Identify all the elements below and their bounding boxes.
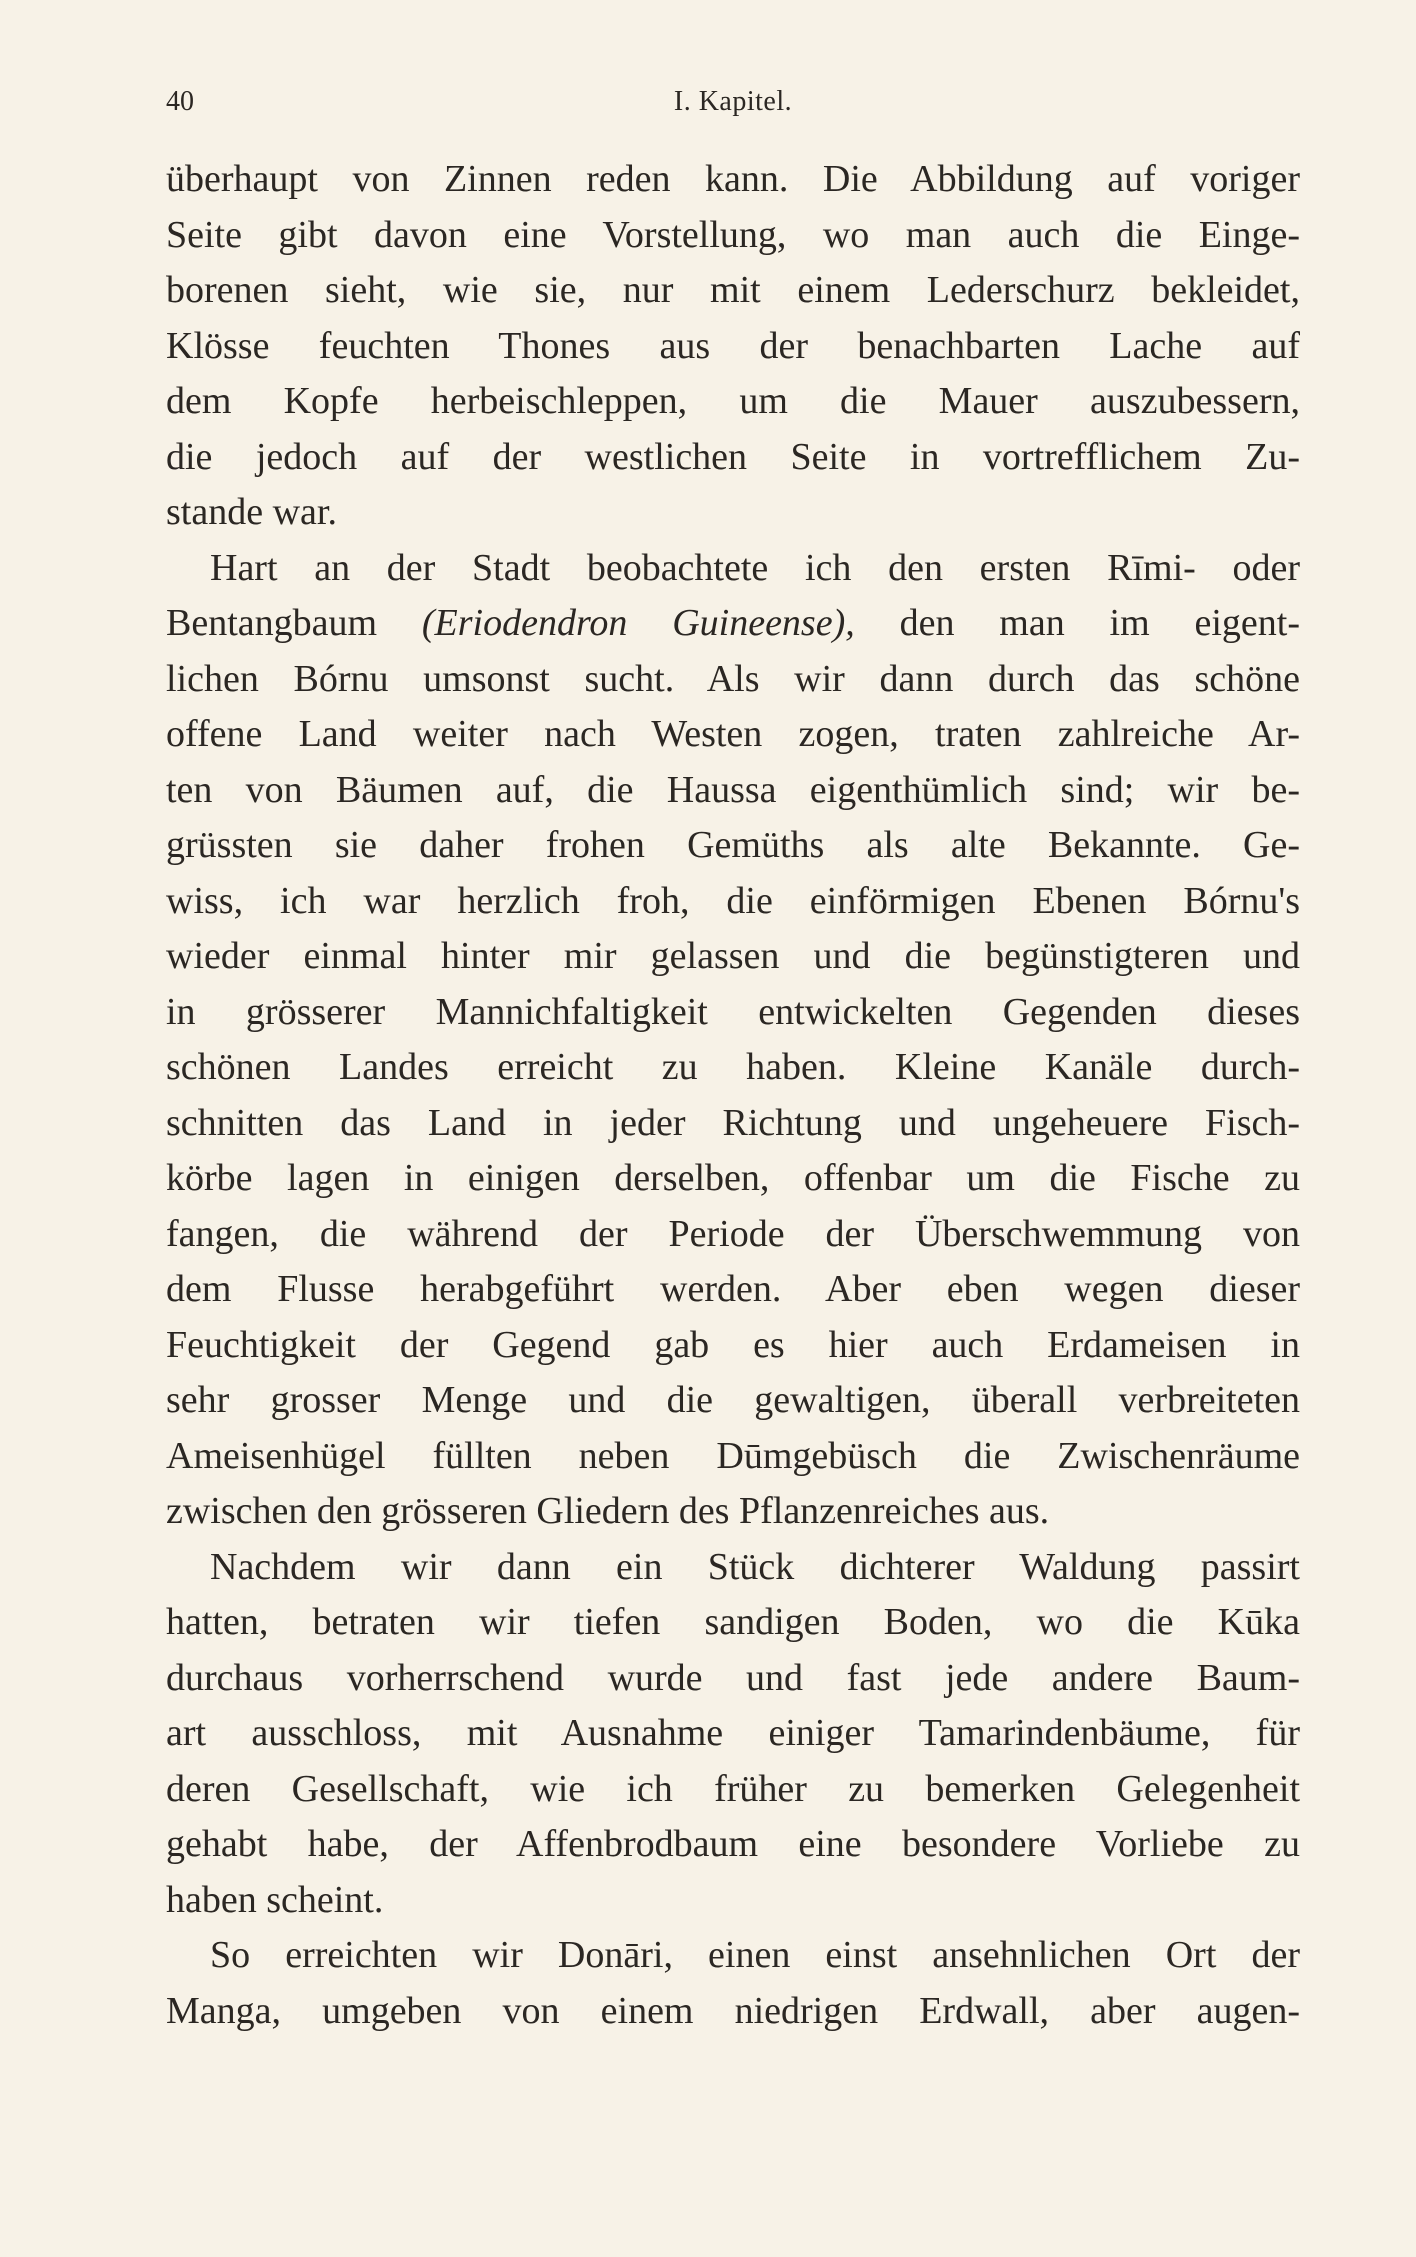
text-line: offene Land weiter nach Westen zogen, traten zahlreiche Ar- — [166, 713, 1300, 755]
page-number: 40 — [166, 86, 194, 117]
botanical-name: (Eriodendron Guineense), — [421, 602, 855, 644]
chapter-title: I. Kapitel. — [673, 86, 793, 117]
text-segment: den man im eigent- — [854, 602, 1300, 644]
text-line: lichen Bórnu umsonst sucht. Als wir dann durch das schöne — [166, 657, 1300, 700]
running-head — [166, 82, 1300, 122]
text-line: durchaus vorherrschend wurde und fast jede andere Baum- — [166, 1656, 1300, 1699]
text-line: Manga, umgeben von einem niedrigen Erdwall, aber augen- — [166, 1989, 1300, 2032]
text-line: So erreichten wir Donāri, einen einst ansehnlichen Ort der — [210, 1934, 1300, 1976]
text-line: fangen, die während der Periode der Überschwemmung von — [166, 1212, 1300, 1255]
text-line: Nachdem wir dann ein Stück dichterer Waldung passirt — [210, 1545, 1300, 1588]
text-line: zwischen den grösseren Gliedern des Pflanzenreiches aus. — [166, 1490, 1050, 1532]
text-line: Ameisenhügel füllten neben Dūmgebüsch die Zwischenräume — [166, 1434, 1300, 1477]
text-segment: Bentangbaum — [166, 602, 422, 644]
text-line: hatten, betraten wir tiefen sandigen Boden, wo die Kūka — [166, 1601, 1300, 1643]
text-line: Seite gibt davon eine Vorstellung, wo man auch die Einge- — [166, 213, 1300, 256]
text-line: sehr grosser Menge und die gewaltigen, überall verbreiteten — [166, 1379, 1300, 1421]
text-line: schönen Landes erreicht zu haben. Kleine Kanäle durch- — [166, 1046, 1300, 1088]
text-line: überhaupt von Zinnen reden kann. Die Abbildung auf voriger — [166, 158, 1300, 200]
text-line: art ausschloss, mit Ausnahme einiger Tamarindenbäume, für — [166, 1712, 1300, 1754]
text-line: deren Gesellschaft, wie ich früher zu bemerken Gelegenheit — [166, 1767, 1300, 1810]
text-line-with-italic — [166, 596, 1300, 652]
text-line: grüssten sie daher frohen Gemüths als alte Bekannte. Ge- — [166, 824, 1300, 866]
text-line: wieder einmal hinter mir gelassen und die begünstigteren und — [166, 935, 1300, 977]
text-line: schnitten das Land in jeder Richtung und ungeheuere Fisch- — [166, 1101, 1300, 1144]
text-line: in grösserer Mannichfaltigkeit entwickelten Gegenden dieses — [166, 990, 1300, 1033]
text-line: körbe lagen in einigen derselben, offenbar um die Fische zu — [166, 1157, 1300, 1199]
text-line: ten von Bäumen auf, die Haussa eigenthümlich sind; wir be- — [166, 768, 1300, 811]
text-line: gehabt habe, der Affenbrodbaum eine besondere Vorliebe zu — [166, 1823, 1300, 1865]
text-line: stande war. — [166, 491, 337, 533]
text-line: Hart an der Stadt beobachtete ich den ersten Rīmi- oder — [210, 546, 1300, 589]
text-line: Feuchtigkeit der Gegend gab es hier auch Erdameisen in — [166, 1323, 1300, 1366]
text-line: die jedoch auf der westlichen Seite in vortrefflichem Zu- — [166, 435, 1300, 478]
text-line: dem Kopfe herbeischleppen, um die Mauer auszubessern, — [166, 380, 1300, 422]
text-line: dem Flusse herabgeführt werden. Aber eben wegen dieser — [166, 1268, 1300, 1310]
body-text — [166, 152, 1300, 2039]
text-line: haben scheint. — [166, 1878, 384, 1921]
text-line: borenen sieht, wie sie, nur mit einem Lederschurz bekleidet, — [166, 269, 1300, 311]
text-line: wiss, ich war herzlich froh, die einförmigen Ebenen Bórnu's — [166, 879, 1300, 922]
text-line: Klösse feuchten Thones aus der benachbarten Lache auf — [166, 324, 1300, 367]
